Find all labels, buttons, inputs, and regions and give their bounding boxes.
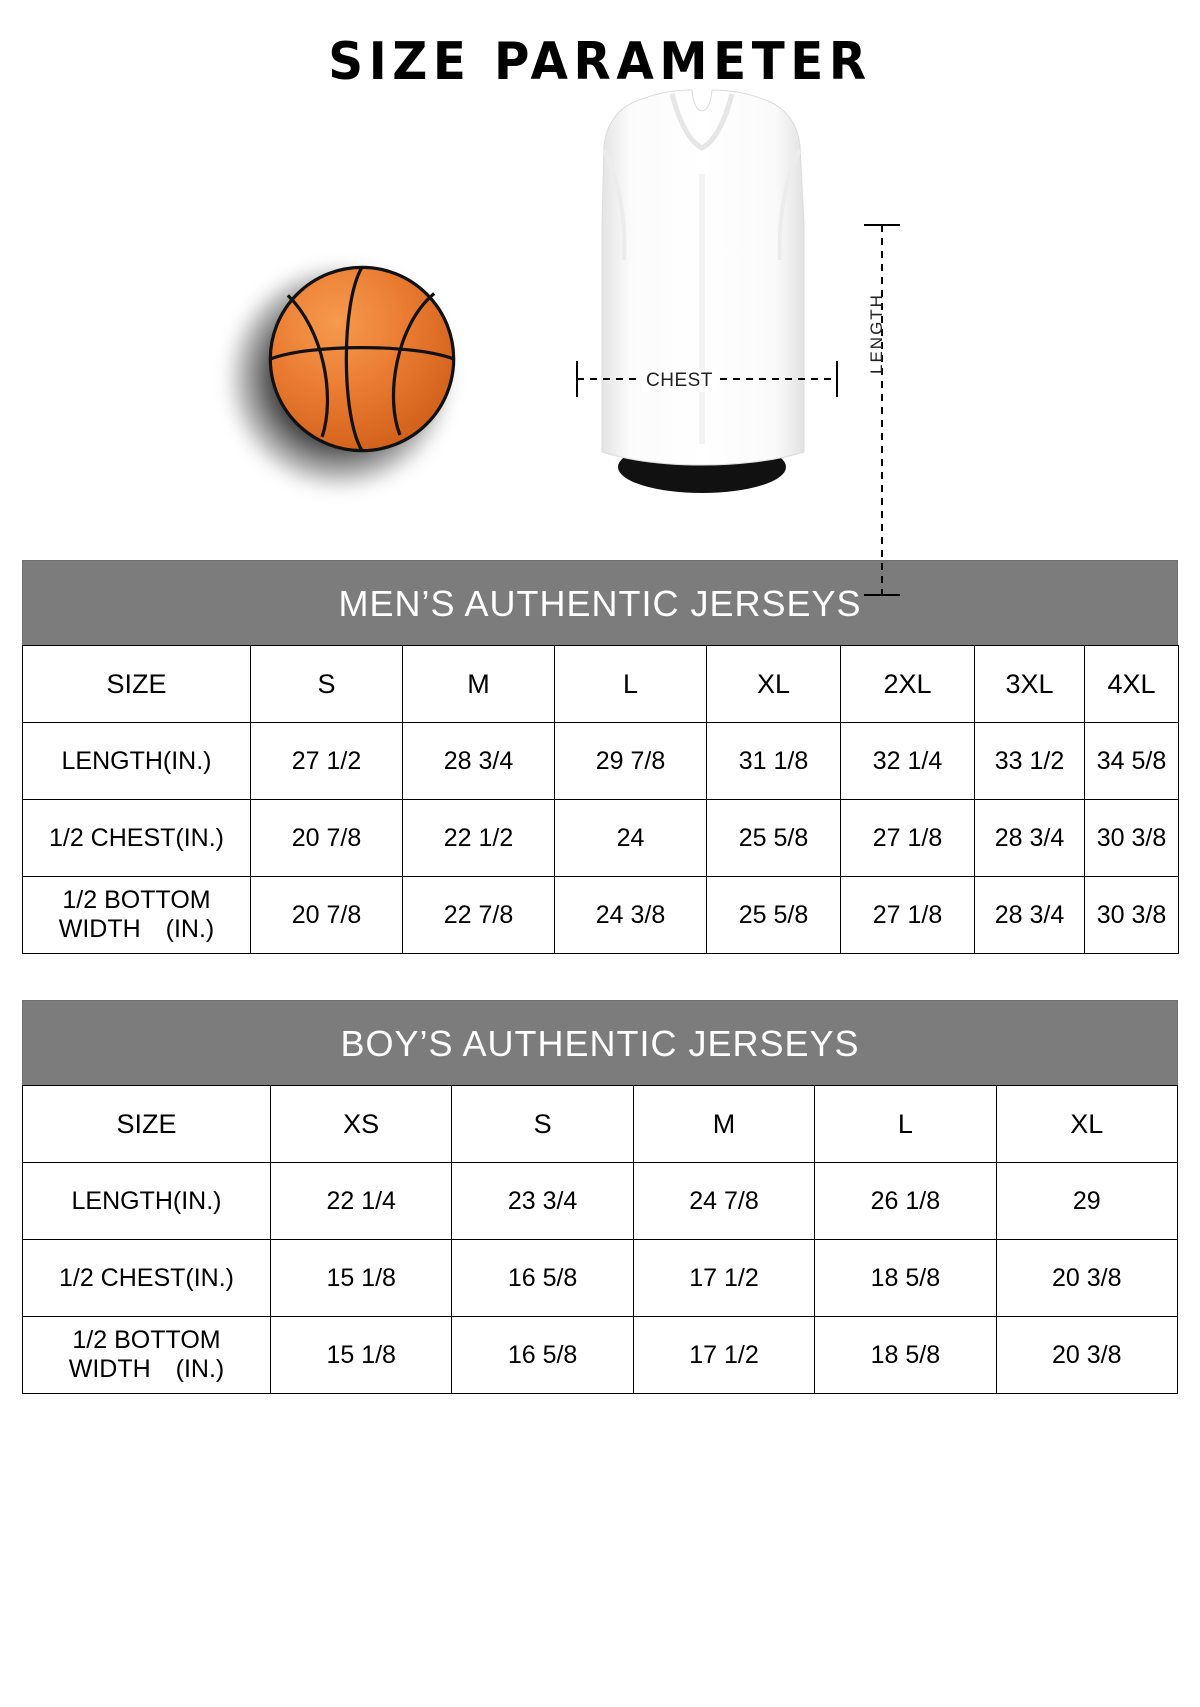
cell: 30 3/8 <box>1085 800 1179 877</box>
cell: 16 5/8 <box>452 1240 633 1317</box>
header-cell-l: L <box>815 1086 996 1163</box>
header-cell-size: SIZE <box>23 646 251 723</box>
cell: 17 1/2 <box>633 1240 814 1317</box>
header-cell-4xl: 4XL <box>1085 646 1179 723</box>
row-label-half-chest: 1/2 CHEST(IN.) <box>23 1240 271 1317</box>
table-row <box>23 1317 1178 1394</box>
boys-size-table-block <box>22 1000 1178 1394</box>
cell: 24 <box>555 800 707 877</box>
cell: 28 3/4 <box>975 877 1085 954</box>
row-label-half-bottom-width <box>23 1317 271 1394</box>
row-label-half-chest: 1/2 CHEST(IN.) <box>23 800 251 877</box>
mens-size-table-block <box>22 560 1178 954</box>
table-row <box>23 1163 1178 1240</box>
cell: 18 5/8 <box>815 1240 996 1317</box>
cell: 25 5/8 <box>707 877 841 954</box>
cell: 27 1/8 <box>841 800 975 877</box>
table-row <box>23 877 1179 954</box>
table-row <box>23 1240 1178 1317</box>
cell: 29 <box>996 1163 1177 1240</box>
cell: 27 1/2 <box>251 723 403 800</box>
header-cell-3xl: 3XL <box>975 646 1085 723</box>
row-label-line1: 1/2 BOTTOM <box>62 886 211 915</box>
header-cell-m: M <box>403 646 555 723</box>
cell: 23 3/4 <box>452 1163 633 1240</box>
cell: 27 1/8 <box>841 877 975 954</box>
cell: 30 3/8 <box>1085 877 1179 954</box>
cell: 20 7/8 <box>251 877 403 954</box>
cell: 33 1/2 <box>975 723 1085 800</box>
cell: 28 3/4 <box>975 800 1085 877</box>
cell: 24 7/8 <box>633 1163 814 1240</box>
length-measure-line <box>860 207 904 607</box>
header-cell-s: S <box>452 1086 633 1163</box>
cell: 15 1/8 <box>271 1317 452 1394</box>
chest-label: CHEST <box>642 370 717 392</box>
row-label-line2: WIDTH (IN.) <box>68 1355 225 1383</box>
cell: 25 5/8 <box>707 800 841 877</box>
header-cell-xl: XL <box>707 646 841 723</box>
table-header-row <box>23 646 1179 723</box>
row-label-length: LENGTH(IN.) <box>23 1163 271 1240</box>
measurement-illustration <box>22 102 1178 552</box>
page-title: SIZE PARAMETER <box>328 32 872 92</box>
row-label-half-bottom-width <box>23 877 251 954</box>
basketball-jersey-icon <box>542 84 852 504</box>
cell: 15 1/8 <box>271 1240 452 1317</box>
table-row <box>23 723 1179 800</box>
row-label-line2: WIDTH (IN.) <box>58 915 215 943</box>
cell: 28 3/4 <box>403 723 555 800</box>
mens-table-title: MEN’S AUTHENTIC JERSEYS <box>22 560 1178 645</box>
row-label-length: LENGTH(IN.) <box>23 723 251 800</box>
cell: 17 1/2 <box>633 1317 814 1394</box>
table-row <box>23 800 1179 877</box>
header-cell-l: L <box>555 646 707 723</box>
jersey-illustration <box>542 84 852 504</box>
header-cell-size: SIZE <box>23 1086 271 1163</box>
table-header-row <box>23 1086 1178 1163</box>
cell: 29 7/8 <box>555 723 707 800</box>
boys-size-table <box>22 1085 1178 1394</box>
header-cell-m: M <box>633 1086 814 1163</box>
cell: 26 1/8 <box>815 1163 996 1240</box>
row-label-line1: 1/2 BOTTOM <box>72 1326 221 1355</box>
header-cell-2xl: 2XL <box>841 646 975 723</box>
cell: 34 5/8 <box>1085 723 1179 800</box>
header-cell-xs: XS <box>271 1086 452 1163</box>
cell: 22 1/4 <box>271 1163 452 1240</box>
basketball-icon <box>267 264 457 454</box>
cell: 16 5/8 <box>452 1317 633 1394</box>
cell: 24 3/8 <box>555 877 707 954</box>
cell: 18 5/8 <box>815 1317 996 1394</box>
length-label: LENGTH <box>867 293 886 374</box>
size-chart-page <box>0 32 1200 1707</box>
mens-size-table <box>22 645 1179 954</box>
cell: 20 3/8 <box>996 1240 1177 1317</box>
cell: 20 7/8 <box>251 800 403 877</box>
cell: 22 1/2 <box>403 800 555 877</box>
header-cell-xl: XL <box>996 1086 1177 1163</box>
header-cell-s: S <box>251 646 403 723</box>
basketball-illustration <box>222 252 482 512</box>
cell: 32 1/4 <box>841 723 975 800</box>
cell: 20 3/8 <box>996 1317 1177 1394</box>
cell: 31 1/8 <box>707 723 841 800</box>
boys-table-title: BOY’S AUTHENTIC JERSEYS <box>22 1000 1178 1085</box>
cell: 22 7/8 <box>403 877 555 954</box>
